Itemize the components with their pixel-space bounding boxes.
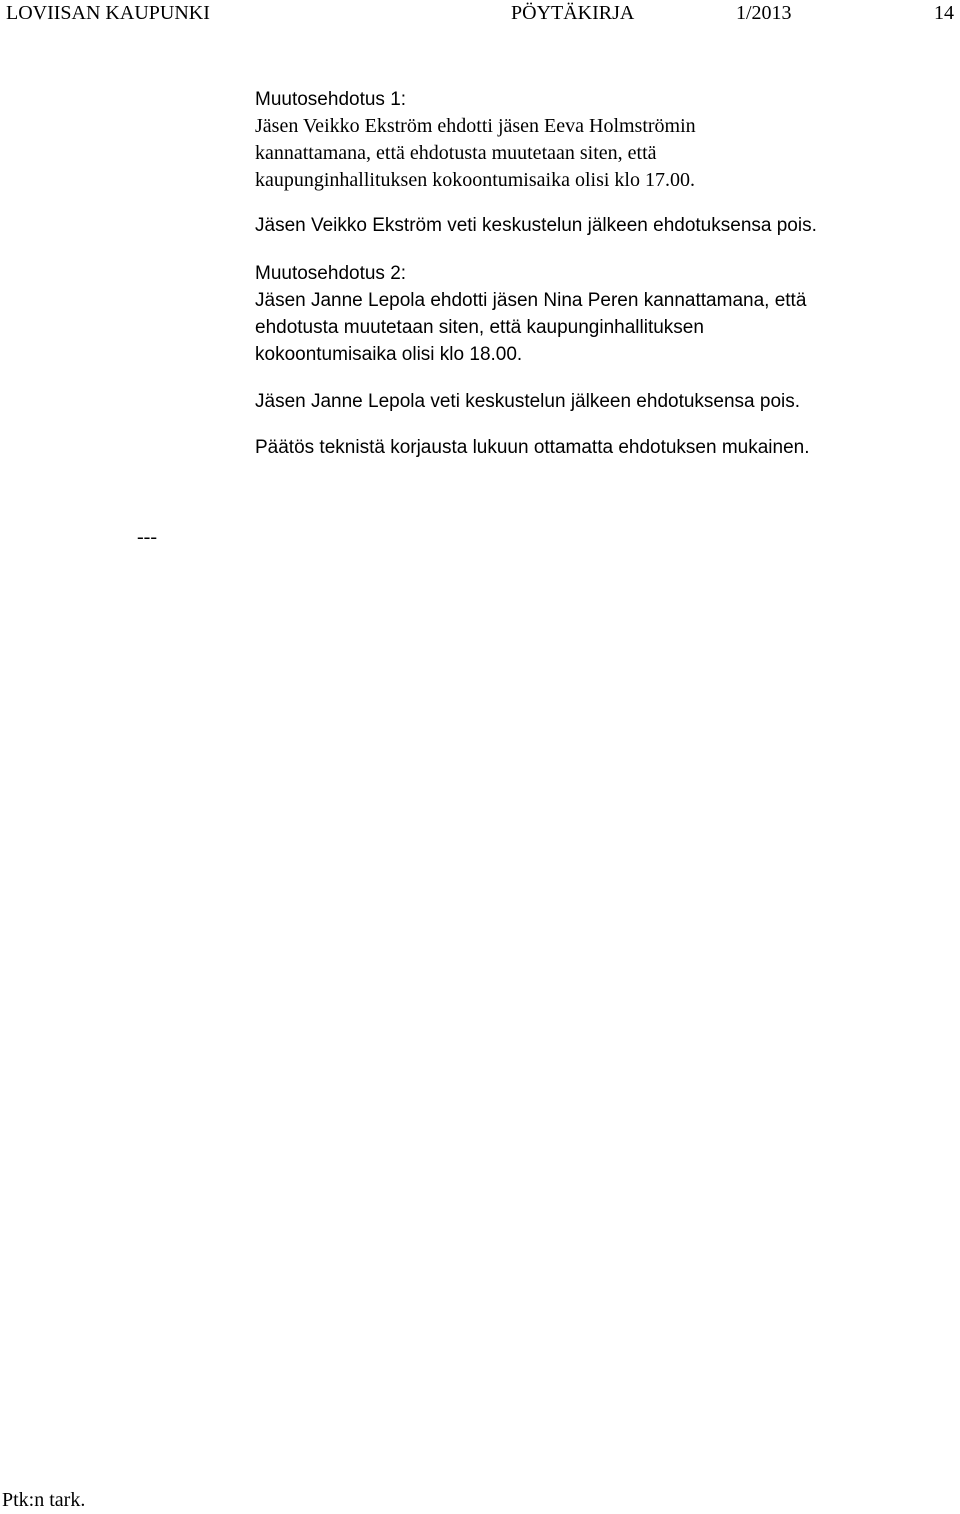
proposal-2-line: kokoontumisaika olisi klo 18.00. [255, 344, 523, 365]
decision-text: Päätös teknistä korjausta lukuun ottamatta ehdotuksen mukainen. [255, 437, 810, 458]
proposal-2-line: ehdotusta muutetaan siten, että kaupunginhallituksen [255, 317, 704, 338]
document-type: PÖYTÄKIRJA [511, 2, 635, 24]
proposal-1-title: Muutosehdotus 1: [255, 89, 407, 110]
proposal-1-line: kannattamana, että ehdotusta muutetaan siten, että [255, 142, 657, 164]
proposal-1-withdrawn: Jäsen Veikko Ekström veti keskustelun jälkeen ehdotuksensa pois. [255, 215, 817, 236]
page-number: 14 [934, 2, 954, 24]
page-header [0, 2, 960, 28]
section-separator: --- [137, 526, 157, 548]
proposal-2-line: Jäsen Janne Lepola ehdotti jäsen Nina Peren kannattamana, että [255, 290, 807, 311]
minutes-body [255, 86, 935, 461]
proposal-2-withdrawn: Jäsen Janne Lepola veti keskustelun jälkeen ehdotuksensa pois. [255, 391, 801, 412]
proposal-1-line: Jäsen Veikko Ekström ehdotti jäsen Eeva Holmströmin [255, 115, 696, 137]
document-number: 1/2013 [736, 2, 792, 24]
footer-initials-label: Ptk:n tark. [2, 1489, 86, 1511]
proposal-1-line: kaupunginhallituksen kokoontumisaika olisi klo 17.00. [255, 169, 695, 191]
proposal-2-title: Muutosehdotus 2: [255, 263, 407, 284]
organization-name: LOVIISAN KAUPUNKI [6, 2, 210, 24]
